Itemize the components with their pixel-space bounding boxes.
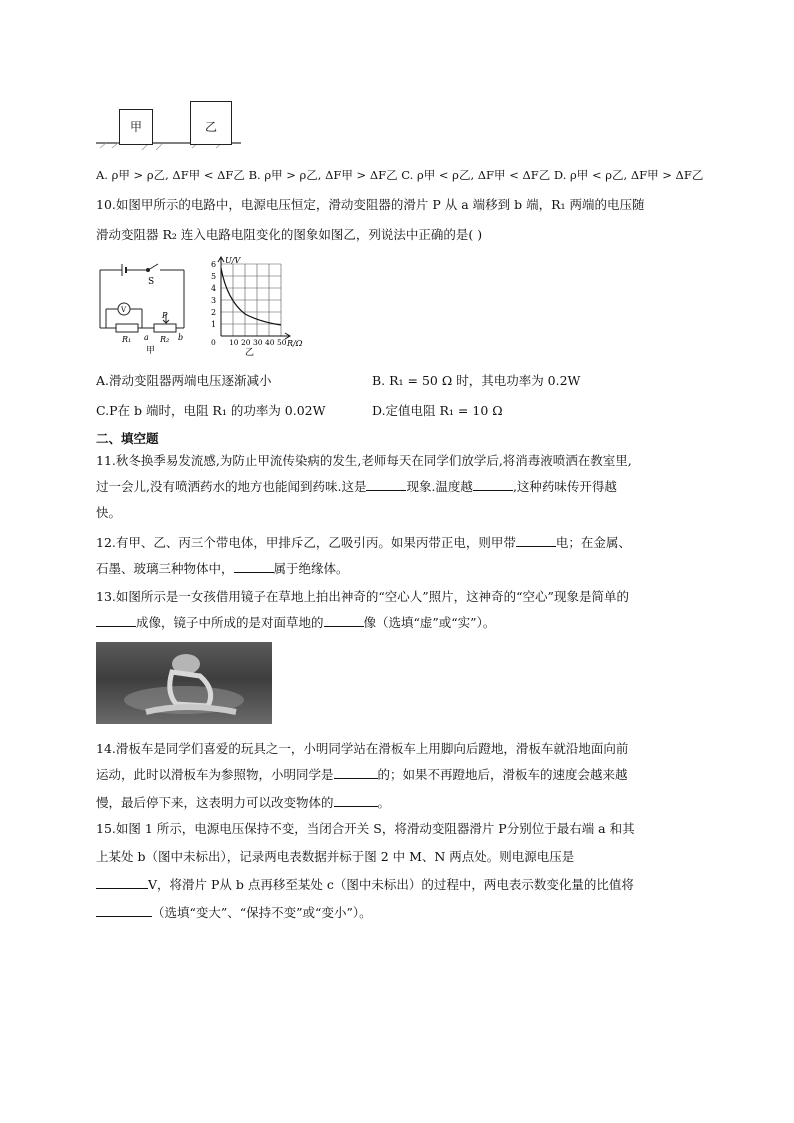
- q14-text-c: 慢，最后停下来，这表明力可以改变物体的: [96, 795, 334, 810]
- q11-text-a: 过一会儿,没有喷洒药水的地方也能闻到药味.这是: [96, 479, 367, 494]
- graph-xlabel: R/Ω: [287, 339, 303, 348]
- graph-ylabel: U/V: [225, 256, 241, 265]
- graph-xtick-label: 10: [229, 338, 239, 347]
- q14-text-b: 的；如果不再蹬地后，滑板车的速度会越来越: [377, 767, 628, 782]
- q12-blank-1[interactable]: [516, 534, 556, 547]
- q13-text-b: 像（选填“虚”或“实”）。: [363, 615, 496, 630]
- circuit-r1-label: R₁: [122, 335, 132, 344]
- circuit-voltmeter-label: V: [121, 306, 127, 314]
- graph-curve: [221, 268, 281, 325]
- graph-ytick-label: 5: [211, 272, 217, 281]
- q10-circuit-diagram: [96, 256, 192, 356]
- circuit-caption: 甲: [146, 346, 156, 356]
- q11-text-c: ,这种药味传开得越: [512, 479, 617, 494]
- graph-xtick-label: 20: [241, 338, 251, 347]
- hollow-person-photo: [96, 642, 272, 724]
- q13-line-2: [96, 614, 495, 632]
- q14-line-1: 14.滑板车是同学们喜爱的玩具之一，小明同学站在滑板车上用脚向后蹬地，滑板车就沿地面向前: [96, 741, 629, 756]
- graph-ytick-label: 6: [211, 260, 217, 269]
- graph-xtick-label: 0: [211, 338, 216, 347]
- q15-text-a: V，将滑片 P从 b 点再移至某处 c（图中未标出）的过程中，两电表示数变化量的比值将: [148, 877, 634, 892]
- q15-line-4: [96, 904, 372, 922]
- q11-line-1: 11.秋冬换季易发流感,为防止甲流传染病的发生,老师每天在同学们放学后,将消毒液喷洒在教室里,: [96, 453, 632, 468]
- q14-text-a: 运动，此时以滑板车为参照物，小明同学是: [96, 767, 334, 782]
- q13-text-a: 成像，镜子中所成的是对面草地的: [136, 615, 324, 630]
- circuit-switch-label: S: [148, 277, 155, 287]
- q10-option-c: C.P在 b 端时，电阻 R₁ 的功率为 0.02W: [96, 403, 326, 418]
- q12-blank-2[interactable]: [234, 560, 274, 573]
- q12-line-1: [96, 534, 631, 552]
- q11-blank-1[interactable]: [366, 478, 406, 491]
- q13-line-1: 13.如图所示是一女孩借用镜子在草地上拍出神奇的“空心人”照片，这神奇的“空心”现象是简单的: [96, 589, 629, 604]
- q11-text-b: 现象.温度越: [406, 479, 473, 494]
- q10-option-d: D.定值电阻 R₁ = 10 Ω: [372, 403, 503, 418]
- q14-blank-1[interactable]: [334, 766, 378, 779]
- graph-ytick-label: 4: [211, 284, 217, 293]
- q11-line-2: [96, 478, 617, 496]
- graph-xtick-label: 30: [253, 338, 263, 347]
- q13-blank-1[interactable]: [96, 614, 136, 627]
- circuit-p-label: P: [162, 311, 168, 320]
- q9-options: A. ρ甲 > ρ乙, ΔF甲 < ΔF乙 B. ρ甲 > ρ乙, ΔF甲 > ΔF乙 C. ρ甲 < ρ乙, ΔF甲 < ΔF乙 D. ρ甲 < ρ乙, ΔF甲 > ΔF乙: [96, 168, 704, 182]
- q14-text-d: 。: [377, 795, 391, 810]
- q12-text-c: 石墨、玻璃三种物体中，: [96, 561, 234, 576]
- block-yi: [190, 101, 232, 145]
- q12-text-b: 电；在金属、: [555, 535, 631, 550]
- q12-text-d: 属于绝缘体。: [273, 561, 349, 576]
- q15-blank-1[interactable]: [96, 876, 148, 889]
- q12-line-2: [96, 560, 349, 578]
- q10-option-b: B. R₁ = 50 Ω 时，其电功率为 0.2W: [372, 373, 581, 388]
- q13-photo: [96, 642, 272, 724]
- q15-blank-2[interactable]: [96, 904, 152, 917]
- q15-text-b: （选填“变大”、“保持不变”或“变小”）。: [152, 905, 372, 920]
- block-yi-label: 乙: [204, 120, 217, 134]
- q15-line-1: 15.如图 1 所示，电源电压保持不变，当闭合开关 S，将滑动变阻器滑片 P分别位于最右端 a 和其: [96, 821, 635, 836]
- q11-blank-2[interactable]: [473, 478, 513, 491]
- graph-caption: 乙: [245, 348, 255, 358]
- graph-ytick-label: 3: [211, 296, 217, 305]
- q15-line-2: 上某处 b（图中未标出），记录两电表数据并标于图 2 中 M、N 两点处。则电源电压是: [96, 849, 575, 864]
- q10-option-a: A.滑动变阻器两端电压逐渐减小: [96, 373, 272, 388]
- graph-xtick-label: 50: [277, 338, 287, 347]
- graph-xtick-label: 40: [265, 338, 275, 347]
- section-title-fill-in: 二、填空题: [96, 431, 159, 446]
- q13-blank-2[interactable]: [324, 614, 364, 627]
- circuit-b-label: b: [178, 333, 184, 342]
- q14-blank-2[interactable]: [334, 794, 378, 807]
- block-jia: [119, 109, 153, 145]
- q11-line-3: 快。: [96, 505, 122, 520]
- q14-line-3: [96, 794, 390, 812]
- q10-graph: [205, 254, 315, 358]
- graph-ytick-label: 2: [211, 308, 217, 317]
- q12-text-a: 12.有甲、乙、丙三个带电体，甲排斥乙，乙吸引丙。如果丙带正电，则甲带: [96, 535, 516, 550]
- circuit-r2-label: R₂: [160, 335, 170, 344]
- q10-stem-2: 滑动变阻器 R₂ 连入电路电阻变化的图象如图乙，列说法中正确的是( ): [96, 227, 483, 242]
- circuit-a-label: a: [144, 333, 149, 342]
- graph-ytick-label: 1: [211, 320, 217, 329]
- q14-line-2: [96, 766, 628, 784]
- block-jia-label: 甲: [129, 120, 142, 134]
- q15-line-3: [96, 876, 634, 894]
- q10-stem-1: 10.如图甲所示的电路中，电源电压恒定，滑动变阻器的滑片 P 从 a 端移到 b 端，R₁ 两端的电压随: [96, 197, 645, 212]
